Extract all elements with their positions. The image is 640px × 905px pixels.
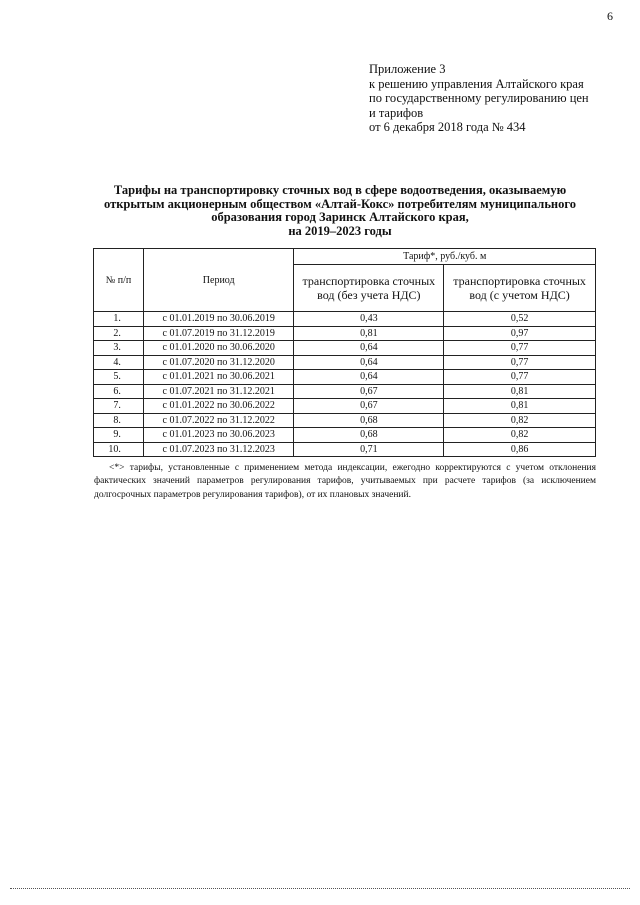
row-period: с 01.07.2023 по 31.12.2023 — [143, 442, 294, 457]
row-with-vat: 0,97 — [444, 326, 596, 341]
title-line: открытым акционерным обществом «Алтай-Кокс» потребителям муниципального — [103, 196, 576, 211]
document-title — [70, 184, 610, 238]
appendix-line: Приложение 3 — [369, 62, 446, 76]
table-row — [94, 341, 596, 356]
row-with-vat: 0,86 — [444, 442, 596, 457]
row-period: с 01.01.2021 по 30.06.2021 — [143, 370, 294, 385]
row-number: 3. — [94, 341, 144, 356]
table-row — [94, 355, 596, 370]
header-num: № п/п — [94, 249, 144, 312]
row-period: с 01.01.2020 по 30.06.2020 — [143, 341, 294, 356]
table-row — [94, 326, 596, 341]
appendix-line: от 6 декабря 2018 года № 434 — [369, 120, 526, 135]
footnote: <*> тарифы, установленные с применением метода индексации, ежегодно корректируются с учетом отклонения фактических значений параметров регулирования тарифов, учитываемых при расчете тарифов (за исключением долгосрочных параметров регулирования тарифов), от их плановых значений. — [94, 462, 596, 500]
row-with-vat: 0,77 — [444, 370, 596, 385]
header-without-vat: транспортировка сточных вод (без учета НДС) — [294, 265, 444, 312]
table-row — [94, 312, 596, 327]
title-line: образования город Заринск Алтайского края, — [211, 210, 469, 224]
appendix-line: по государственному регулированию цен — [369, 91, 589, 106]
row-with-vat: 0,77 — [444, 341, 596, 356]
appendix-line: и тарифов — [369, 105, 424, 120]
bottom-divider — [10, 888, 630, 889]
row-with-vat: 0,81 — [444, 384, 596, 399]
title-line: на 2019–2023 годы — [288, 223, 392, 238]
table-row — [94, 370, 596, 385]
tariff-table — [93, 248, 596, 457]
row-with-vat: 0,82 — [444, 428, 596, 443]
row-without-vat: 0,71 — [294, 442, 444, 457]
row-number: 4. — [94, 355, 144, 370]
row-period: с 01.07.2021 по 31.12.2021 — [143, 384, 294, 399]
appendix-block — [369, 62, 619, 135]
row-period: с 01.01.2022 по 30.06.2022 — [143, 399, 294, 414]
row-without-vat: 0,68 — [294, 428, 444, 443]
row-number: 8. — [94, 413, 144, 428]
row-with-vat: 0,52 — [444, 312, 596, 327]
row-number: 6. — [94, 384, 144, 399]
table-row — [94, 384, 596, 399]
table-row — [94, 413, 596, 428]
row-number: 7. — [94, 399, 144, 414]
row-without-vat: 0,43 — [294, 312, 444, 327]
title-line: Тарифы на транспортировку сточных вод в сфере водоотведения, оказываемую — [113, 183, 567, 197]
header-period: Период — [143, 249, 294, 312]
row-with-vat: 0,77 — [444, 355, 596, 370]
row-period: с 01.07.2022 по 31.12.2022 — [143, 413, 294, 428]
row-without-vat: 0,64 — [294, 355, 444, 370]
row-number: 1. — [94, 312, 144, 327]
row-without-vat: 0,64 — [294, 341, 444, 356]
row-without-vat: 0,67 — [294, 399, 444, 414]
row-period: с 01.01.2023 по 30.06.2023 — [143, 428, 294, 443]
row-without-vat: 0,68 — [294, 413, 444, 428]
row-period: с 01.01.2019 по 30.06.2019 — [143, 312, 294, 327]
row-without-vat: 0,81 — [294, 326, 444, 341]
header-with-vat: транспортировка сточных вод (с учетом НДС) — [444, 265, 596, 312]
row-with-vat: 0,81 — [444, 399, 596, 414]
row-with-vat: 0,82 — [444, 413, 596, 428]
table-row — [94, 442, 596, 457]
row-without-vat: 0,64 — [294, 370, 444, 385]
row-period: с 01.07.2019 по 31.12.2019 — [143, 326, 294, 341]
table-row — [94, 399, 596, 414]
row-number: 10. — [94, 442, 144, 457]
header-tariff-group: Тариф*, руб./куб. м — [294, 249, 596, 265]
row-number: 9. — [94, 428, 144, 443]
table-row — [94, 428, 596, 443]
row-number: 5. — [94, 370, 144, 385]
row-period: с 01.07.2020 по 31.12.2020 — [143, 355, 294, 370]
appendix-line: к решению управления Алтайского края — [369, 76, 584, 91]
page-number: 6 — [607, 9, 613, 23]
row-without-vat: 0,67 — [294, 384, 444, 399]
row-number: 2. — [94, 326, 144, 341]
